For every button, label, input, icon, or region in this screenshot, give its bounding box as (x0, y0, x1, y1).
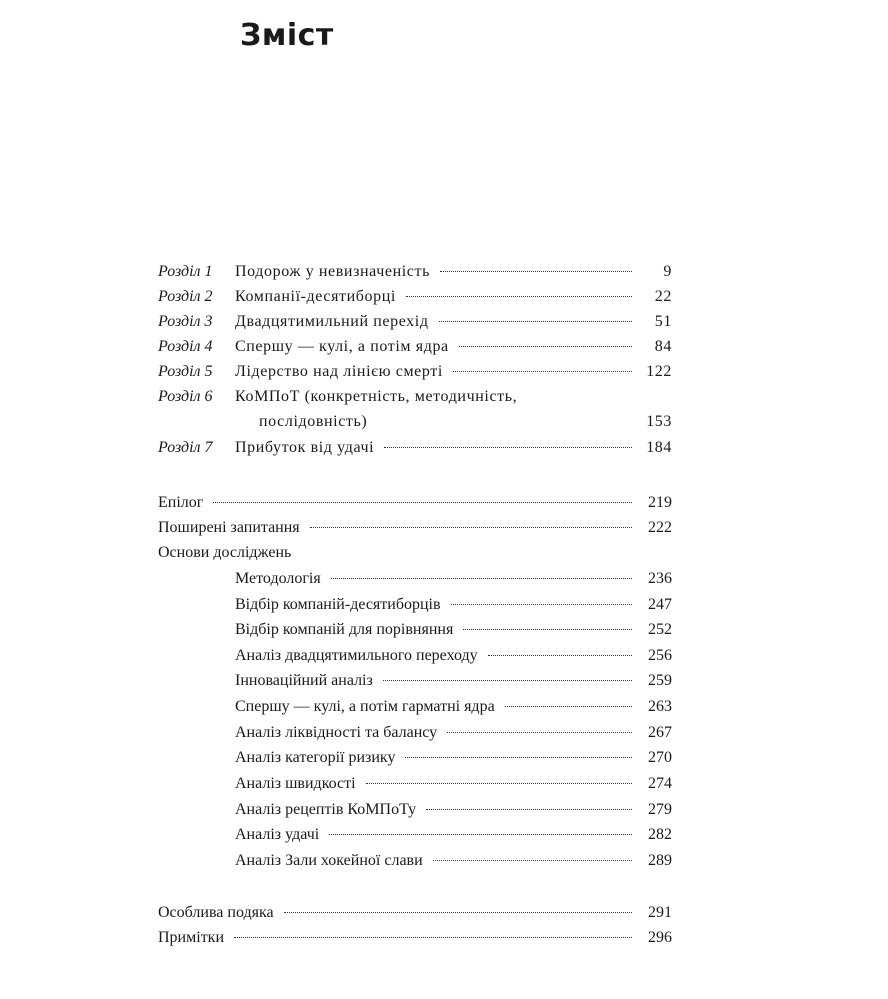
page-number: 51 (654, 313, 672, 330)
dot-leader (451, 604, 632, 605)
chapter-title: Подорож у невизначеність (235, 263, 430, 280)
toc-chapter-row[interactable] (0, 435, 888, 461)
dot-leader (383, 680, 632, 681)
page-number: 22 (654, 288, 672, 305)
toc-chapter-row[interactable] (0, 359, 888, 385)
toc-entry (158, 925, 672, 951)
toc-entry (235, 592, 672, 618)
chapter-label: Розділ 6 (158, 388, 213, 405)
research-heading: Основи досліджень (158, 544, 292, 561)
page-number: 263 (648, 698, 672, 715)
chapter-title: Прибуток від удачі (235, 439, 375, 456)
toc-entry (235, 643, 672, 669)
toc-entry (235, 771, 672, 797)
entry-title: Аналіз ліквідності та балансу (235, 724, 438, 741)
toc-entry (235, 745, 672, 771)
page-number: 267 (648, 724, 672, 741)
toc-chapter-row[interactable] (0, 334, 888, 360)
toc-subrow[interactable] (0, 566, 888, 592)
toc-entry (235, 259, 672, 285)
page-number: 291 (648, 904, 672, 921)
dot-leader (447, 732, 632, 733)
page-number: 282 (648, 826, 672, 843)
toc-subrow[interactable] (0, 694, 888, 720)
page-title: Зміст (240, 18, 334, 53)
dot-leader (406, 296, 632, 297)
toc-entry (158, 515, 672, 541)
toc-entry (235, 566, 672, 592)
dot-leader (213, 502, 632, 503)
dot-leader (433, 860, 632, 861)
chapter-label: Розділ 7 (158, 439, 213, 456)
toc-entry (235, 284, 672, 310)
entry-title: Примітки (158, 929, 225, 946)
toc-entry (235, 309, 672, 335)
page-number: 184 (646, 439, 672, 456)
toc-row[interactable] (0, 925, 888, 951)
dot-leader (284, 912, 632, 913)
toc-entry (235, 617, 672, 643)
toc-chapter-row[interactable] (0, 259, 888, 285)
entry-title: Особлива подяка (158, 904, 274, 921)
page-number: 122 (646, 363, 672, 380)
dot-leader (459, 346, 632, 347)
entry-title: Відбір компаній для порівняння (235, 621, 454, 638)
dot-leader (310, 527, 632, 528)
toc-chapter-row-continued[interactable] (0, 409, 888, 435)
entry-title: Аналіз рецептів КоМПоТу (235, 801, 417, 818)
entry-title: Аналіз Зали хокейної слави (235, 852, 423, 869)
toc-subrow[interactable] (0, 720, 888, 746)
chapter-label: Розділ 3 (158, 313, 213, 330)
entry-title: Аналіз двадцятимильного переходу (235, 647, 478, 664)
chapter-title: Спершу — кулі, а потім ядра (235, 338, 449, 355)
page-number: 247 (648, 596, 672, 613)
page-number: 153 (646, 413, 672, 430)
dot-leader (329, 834, 632, 835)
entry-title: Інноваційний аналіз (235, 672, 373, 689)
toc-subrow[interactable] (0, 771, 888, 797)
toc-chapter-row[interactable] (0, 309, 888, 335)
toc-section-heading (0, 540, 888, 566)
entry-title: Епілог (158, 494, 204, 511)
dot-leader (384, 447, 632, 448)
dot-leader (463, 629, 632, 630)
page-number: 9 (663, 263, 672, 280)
page-number: 84 (654, 338, 672, 355)
dot-leader (331, 578, 632, 579)
toc-entry (235, 797, 672, 823)
entry-title: Аналіз категорії ризику (235, 749, 396, 766)
toc-row[interactable] (0, 515, 888, 541)
toc-entry (235, 822, 672, 848)
toc-subrow[interactable] (0, 617, 888, 643)
dot-leader (488, 655, 632, 656)
dot-leader (426, 809, 632, 810)
entry-title: Аналіз швидкості (235, 775, 356, 792)
dot-leader (234, 937, 632, 938)
page-number: 236 (648, 570, 672, 587)
toc-entry (235, 668, 672, 694)
toc-subrow[interactable] (0, 668, 888, 694)
page-number: 256 (648, 647, 672, 664)
entry-title: Методологія (235, 570, 321, 587)
toc-entry (158, 490, 672, 516)
chapter-title: Двадцятимильний перехід (235, 313, 429, 330)
page-number: 222 (648, 519, 672, 536)
chapter-label: Розділ 5 (158, 363, 213, 380)
dot-leader (366, 783, 632, 784)
page-number: 289 (648, 852, 672, 869)
toc-chapter-row[interactable] (0, 284, 888, 310)
toc-subrow[interactable] (0, 797, 888, 823)
toc-entry (235, 848, 672, 874)
chapter-label: Розділ 4 (158, 338, 213, 355)
dot-leader (439, 321, 632, 322)
toc-subrow[interactable] (0, 848, 888, 874)
toc-row[interactable] (0, 490, 888, 516)
toc-subrow[interactable] (0, 745, 888, 771)
toc-subrow[interactable] (0, 643, 888, 669)
toc-entry (235, 334, 672, 360)
page-number: 296 (648, 929, 672, 946)
dot-leader (440, 271, 632, 272)
chapter-label: Розділ 1 (158, 263, 213, 280)
page-number: 279 (648, 801, 672, 818)
toc-subrow[interactable] (0, 822, 888, 848)
toc-chapter-row[interactable] (0, 384, 888, 410)
toc-subrow[interactable] (0, 592, 888, 618)
entry-title: Відбір компаній-десятиборців (235, 596, 441, 613)
page-number: 252 (648, 621, 672, 638)
dot-leader (453, 371, 632, 372)
chapter-title-continued: послідовність) (259, 413, 368, 430)
toc-entry (235, 435, 672, 461)
toc-entry (158, 900, 672, 926)
chapter-title: КоМПоТ (конкретність, методичність, (235, 388, 518, 405)
entry-title: Поширені запитання (158, 519, 300, 536)
chapter-title: Компанії-десятиборці (235, 288, 396, 305)
toc-entry (235, 359, 672, 385)
entry-title: Спершу — кулі, а потім гарматні ядра (235, 698, 495, 715)
toc-entry (235, 694, 672, 720)
toc-row[interactable] (0, 900, 888, 926)
chapter-label: Розділ 2 (158, 288, 213, 305)
entry-title: Аналіз удачі (235, 826, 320, 843)
dot-leader (405, 757, 632, 758)
page-number: 219 (648, 494, 672, 511)
chapter-title: Лідерство над лінією смерті (235, 363, 443, 380)
toc-entry (235, 720, 672, 746)
page-number: 274 (648, 775, 672, 792)
page-number: 259 (648, 672, 672, 689)
page-number: 270 (648, 749, 672, 766)
dot-leader (505, 706, 632, 707)
toc-entry (259, 409, 672, 435)
